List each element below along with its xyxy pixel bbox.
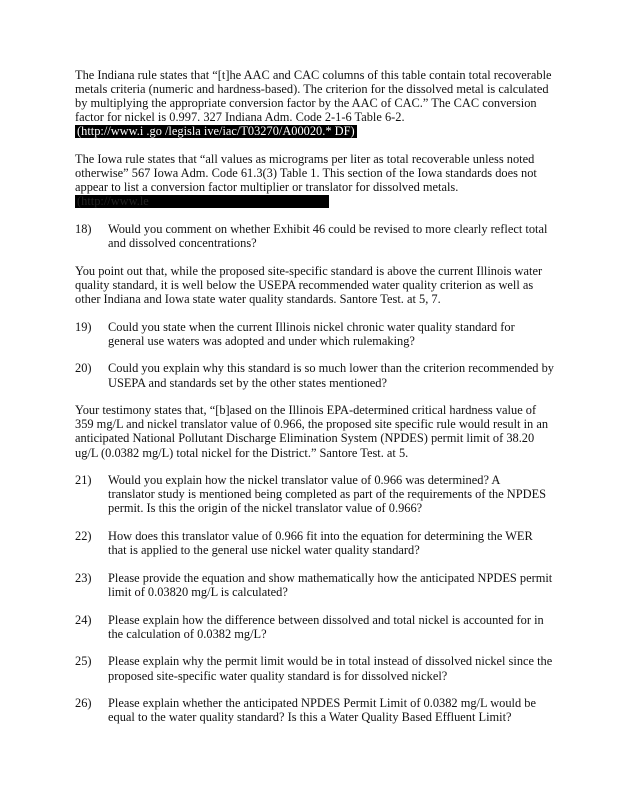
text-line: How does this translator value of 0.966 fit into the equation for determining the WER [108, 529, 533, 544]
paragraph [75, 152, 555, 208]
text-line: Please explain how the difference between dissolved and total nickel is accounted for in [108, 612, 544, 627]
text-line: quality standard, it is well below the USEPA recommended water quality criterion as well as [75, 277, 534, 292]
text-line: appear to list a conversion factor multiplier or translator for dissolved metals. [75, 180, 459, 195]
numbered-question [75, 361, 555, 389]
numbered-question [75, 613, 555, 641]
text-line: other Indiana and Iowa state water quality standards. Santore Test. at 5, 7. [75, 292, 441, 306]
text-line: and dissolved concentrations? [108, 236, 257, 251]
text-line: USEPA and standards set by the other states mentioned? [108, 375, 387, 390]
text-line: Would you explain how the nickel translator value of 0.966 was determined? A [108, 473, 501, 488]
question-number: 20) [75, 361, 92, 376]
text-line: proposed site-specific water quality standard is for dissolved nickel? [108, 668, 448, 683]
text-line: otherwise” 567 Iowa Adm. Code 61.3(3) Table 1. This section of the Iowa standards does not [75, 166, 537, 181]
text-line: Could you explain why this standard is so much lower than the criterion recommended by [108, 361, 554, 376]
text-line: general use waters was adopted and under which rulemaking? [108, 333, 415, 348]
text-line: You point out that, while the proposed site-specific standard is above the current Illinois water [75, 263, 543, 278]
question-number: 26) [75, 696, 92, 711]
text-line: equal to the water quality standard? Is this a Water Quality Based Effluent Limit? [108, 710, 512, 725]
text-line: metals criteria (numeric and hardness-based). The criterion for the dissolved metal is calculated [75, 82, 549, 97]
text-line: Could you state when the current Illinois nickel chronic water quality standard for [108, 319, 515, 334]
text-line: translator study is mentioned being completed as part of the requirements of the NPDES [108, 487, 547, 502]
question-number: 21) [75, 473, 92, 488]
text-line: permit. Is this the origin of the nickel translator value of 0.966? [108, 501, 423, 516]
numbered-question [75, 222, 555, 250]
text-line: Please explain why the permit limit would be in total instead of dissolved nickel since the [108, 654, 553, 669]
link-line [75, 124, 555, 138]
text-line: the calculation of 0.0382 mg/L? [108, 626, 267, 641]
numbered-question [75, 696, 555, 724]
text-line: by multiplying the appropriate conversion factor by the AAC of CAC.” The CAC conversion [75, 96, 537, 111]
text-line: Would you comment on whether Exhibit 46 could be revised to more clearly reflect total [108, 222, 548, 237]
numbered-question [75, 473, 555, 515]
text-line: anticipated National Pollutant Discharge Elimination System (NPDES) permit limit of 38.20 [75, 431, 535, 446]
text-line: Please explain whether the anticipated NPDES Permit Limit of 0.0382 mg/L would be [108, 696, 536, 711]
paragraph [75, 68, 555, 138]
numbered-question [75, 654, 555, 682]
text-line: 359 mg/L and nickel translator value of 0.966, the proposed site specific rule would result in an [75, 417, 549, 432]
redacted-link[interactable]: (http://www.i .go /legisla ive/iac/T03270/A00020.* DF) [77, 124, 355, 139]
link-line [75, 194, 555, 208]
question-number: 25) [75, 654, 92, 669]
question-number: 19) [75, 319, 92, 334]
text-line: Your testimony states that, “[b]ased on the Illinois EPA-determined critical hardness value of [75, 403, 537, 418]
text-line: that is applied to the general use nickel water quality standard? [108, 543, 420, 558]
question-number: 22) [75, 529, 92, 544]
text-line: factor for nickel is 0.997. 327 Indiana Adm. Code 2-1-6 Table 6-2. [75, 110, 405, 125]
numbered-question [75, 529, 555, 557]
text-line: Please provide the equation and show mathematically how the anticipated NPDES permit [108, 570, 553, 585]
text-line: The Indiana rule states that “[t]he AAC and CAC columns of this table contain total recoverable [75, 68, 552, 82]
text-line: The Iowa rule states that “all values as micrograms per liter as total recoverable unless noted [75, 152, 535, 167]
numbered-question [75, 320, 555, 348]
document-page [75, 68, 555, 738]
paragraph [75, 403, 555, 459]
question-number: 23) [75, 570, 92, 585]
question-number: 24) [75, 612, 92, 627]
numbered-question [75, 571, 555, 599]
redacted-link[interactable]: (http://www.le [75, 195, 329, 208]
text-line: limit of 0.03820 mg/L is calculated? [108, 584, 288, 599]
text-line: ug/L (0.0382 mg/L) total nickel for the District.” Santore Test. at 5. [75, 445, 409, 460]
question-number: 18) [75, 222, 92, 237]
paragraph [75, 264, 555, 306]
